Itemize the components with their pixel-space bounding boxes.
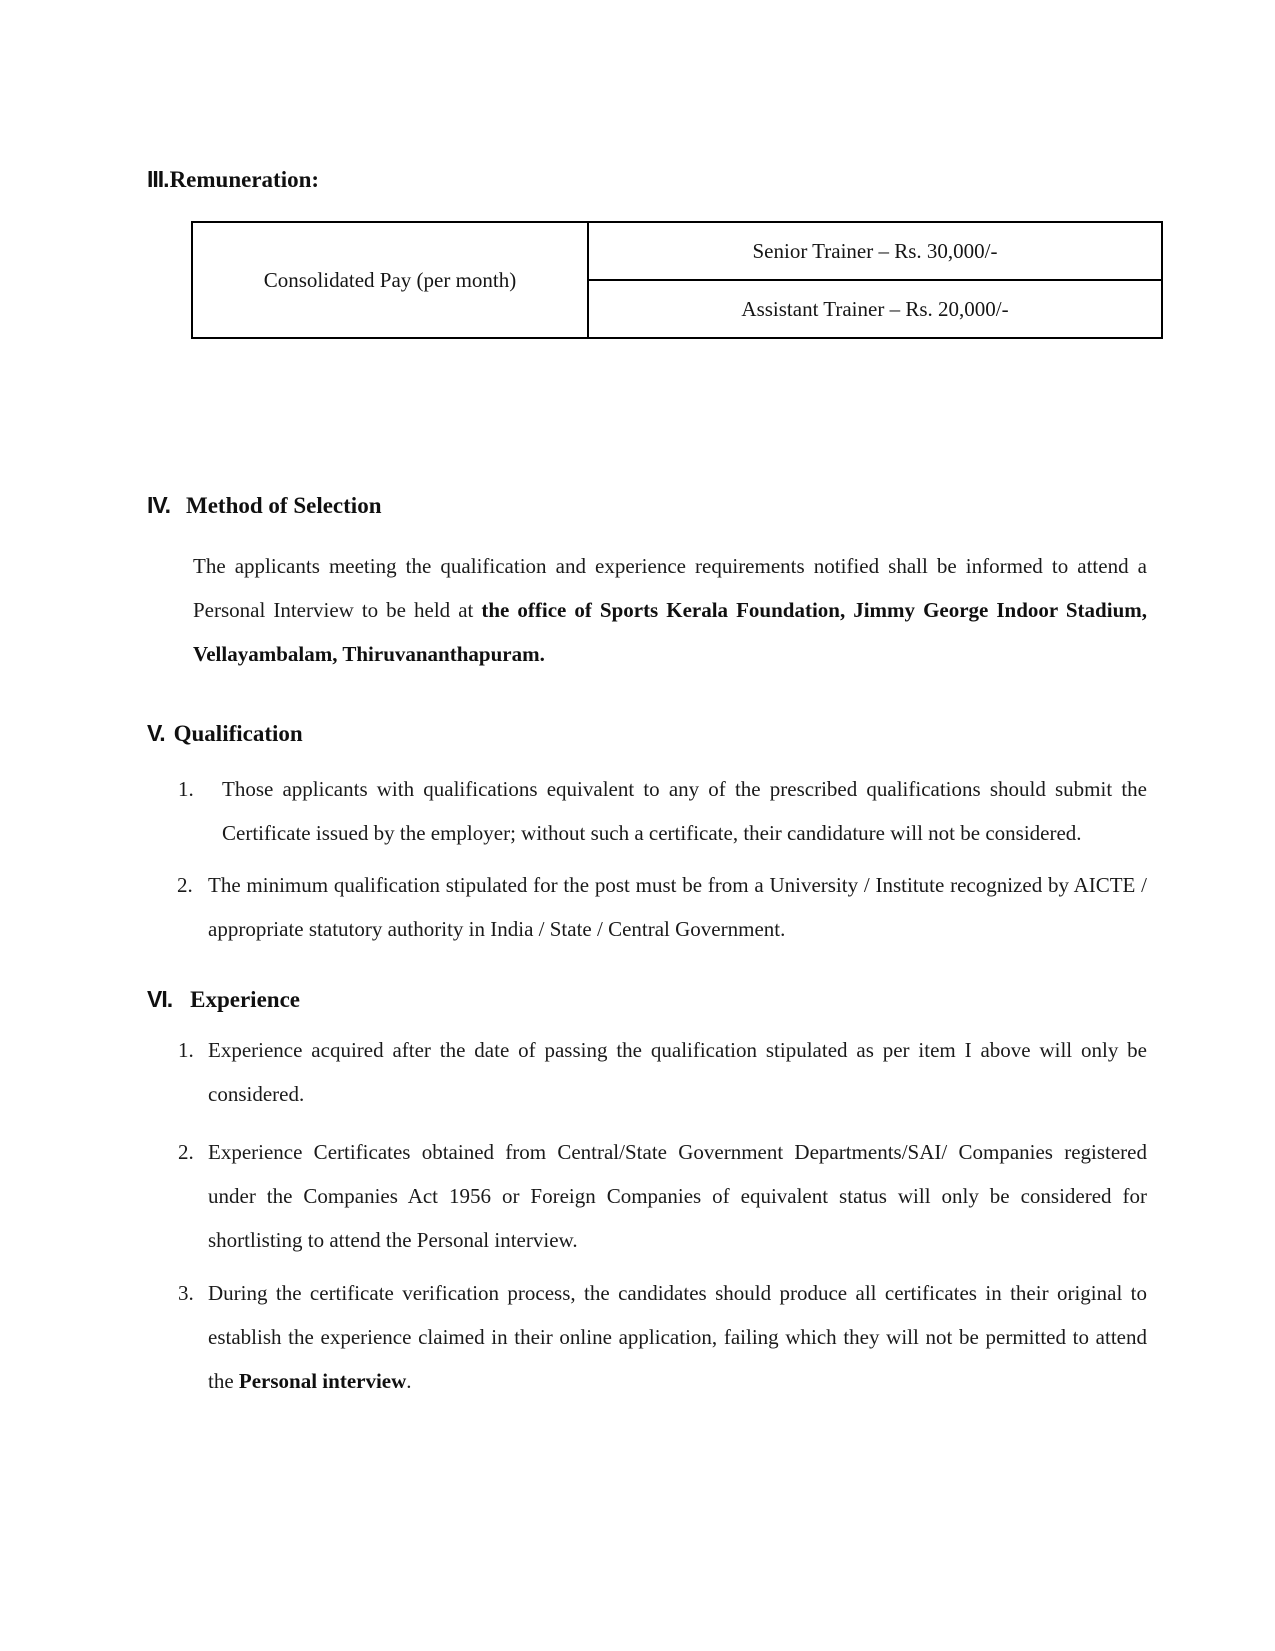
section-heading-experience xyxy=(147,983,1147,1016)
list-item-text: The minimum qualification stipulated for the post must be from a University / Institute recognized by AICTE / appropriate statutory authority in India / State / Central Government. xyxy=(208,873,1147,941)
list-item-qualification-1 xyxy=(178,767,1147,855)
list-item-experience-1 xyxy=(178,1028,1147,1116)
experience-3-plain: During the certificate verification process, the candidates should produce all certificates in their original to establish the experience claimed in their online application, failing which they will not be permitted to attend the xyxy=(208,1281,1147,1393)
table-cell-senior-trainer: Senior Trainer – Rs. 30,000/- xyxy=(588,222,1162,280)
section-title-experience: Experience xyxy=(190,987,300,1012)
section-title-remuneration: Remuneration: xyxy=(169,167,320,192)
remuneration-table xyxy=(191,221,1163,339)
section-heading-remuneration xyxy=(147,163,1147,196)
selection-paragraph xyxy=(193,544,1147,676)
table-cell-assistant-trainer: Assistant Trainer – Rs. 20,000/- xyxy=(588,280,1162,338)
list-item-number: 1. xyxy=(178,1038,194,1062)
selection-paragraph-bold: the office of Sports Kerala Foundation, Jimmy George Indoor Stadium, Vellayambalam, Thiruvananthapuram. xyxy=(193,598,1147,666)
list-item-experience-3 xyxy=(178,1271,1147,1403)
list-item-number: 1. xyxy=(178,777,194,801)
list-item-experience-2 xyxy=(178,1130,1147,1262)
table-cell-consolidated-pay: Consolidated Pay (per month) xyxy=(192,222,588,338)
list-item-text xyxy=(208,1271,1147,1403)
list-item-text: Experience acquired after the date of passing the qualification stipulated as per item I above will only be considered. xyxy=(208,1038,1147,1106)
section-number-iv: IV. xyxy=(147,492,171,518)
list-item-number: 3. xyxy=(178,1281,194,1305)
section-heading-qualification xyxy=(147,717,1147,750)
section-title-qualification: Qualification xyxy=(173,721,303,746)
experience-3-end: . xyxy=(406,1369,412,1393)
section-number-iii: III. xyxy=(147,166,169,192)
section-number-vi: VI. xyxy=(147,986,173,1012)
list-item-text: Those applicants with qualifications equivalent to any of the prescribed qualifications should submit the Certificate issued by the employer; without such a certificate, their candidature will not be considered. xyxy=(222,777,1147,845)
list-item-number: 2. xyxy=(178,1140,194,1164)
list-item-qualification-2 xyxy=(177,863,1147,951)
section-title-method-of-selection: Method of Selection xyxy=(186,493,382,518)
section-number-v: V. xyxy=(147,720,165,746)
section-heading-method-of-selection xyxy=(147,489,1147,522)
list-item-text: Experience Certificates obtained from Central/State Government Departments/SAI/ Companies registered under the Companies Act 1956 or Foreign Companies of equivalent status will only be considered for shortlisting to attend the Personal interview. xyxy=(208,1140,1147,1252)
table-row xyxy=(192,222,1162,280)
selection-paragraph-plain: The applicants meeting the qualification and experience requirements notified shall be informed to attend a Personal Interview to be held at xyxy=(193,554,1147,622)
list-item-number: 2. xyxy=(177,873,193,897)
experience-3-bold: Personal interview xyxy=(238,1369,407,1393)
